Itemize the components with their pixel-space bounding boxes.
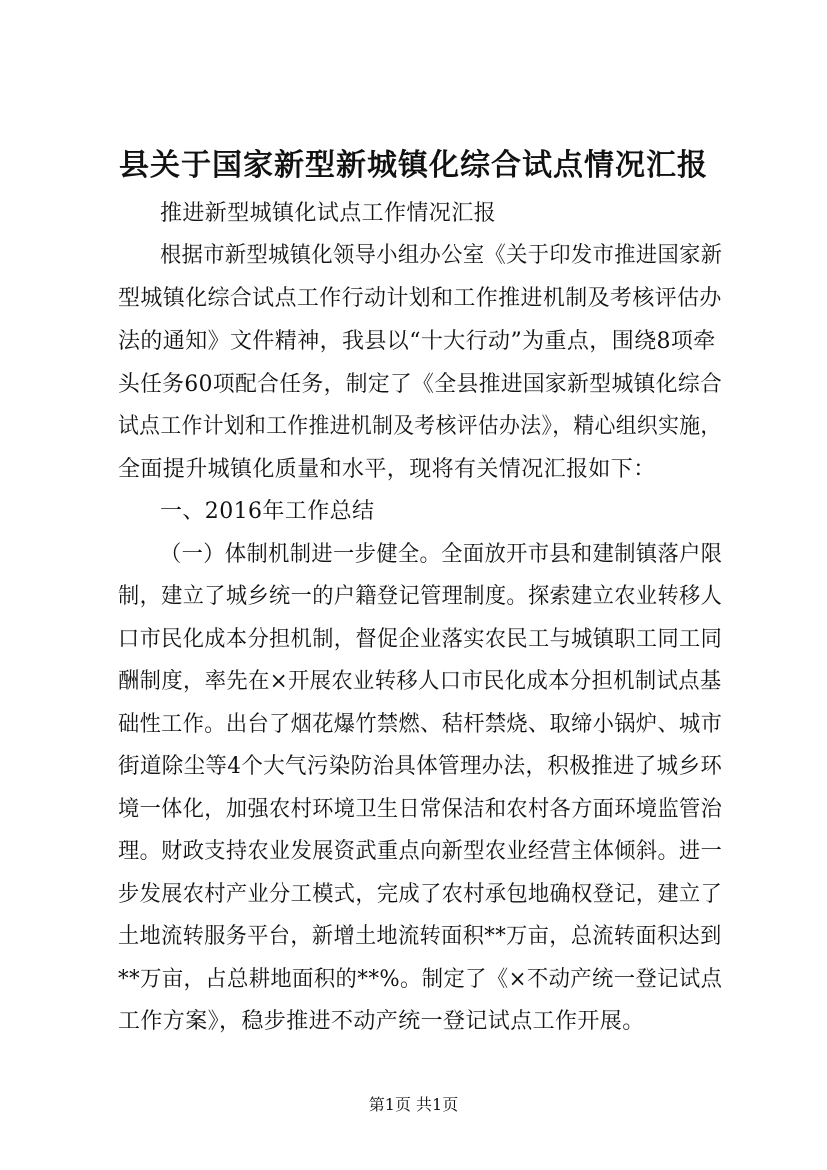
paragraph-line: 境一体化，加强农村环境卫生日常保洁和农村各方面环境监管治 <box>118 797 723 822</box>
paragraph-line: 础性工作。出台了烟花爆竹禁燃、秸杆禁烧、取缔小锅炉、城市 <box>118 712 723 737</box>
paragraph-line: 土地流转服务平台，新增土地流转面积**万亩，总流转面积达到 <box>118 924 722 949</box>
paragraph-line: 理。财政支持农业发展资武重点向新型农业经营主体倾斜。进一 <box>118 839 723 864</box>
paragraph-line: 头任务60项配合任务，制定了《全县推进国家新型城镇化综合 <box>118 372 723 397</box>
document-title: 县关于国家新型新城镇化综合试点情况汇报 <box>119 148 708 183</box>
paragraph-line: 全面提升城镇化质量和水平，现将有关情况汇报如下： <box>118 457 656 482</box>
paragraph-line: 制，建立了城乡统一的户籍登记管理制度。探索建立农业转移人 <box>118 584 723 609</box>
paragraph-line: 型城镇化综合试点工作行动计划和工作推进机制及考核评估办 <box>118 286 722 311</box>
paragraph-line: 口市民化成本分担机制，督促企业落实农民工与城镇职工同工同 <box>118 627 723 652</box>
paragraph-line: 街道除尘等4个大气污染防治具体管理办法，积极推进了城乡环 <box>118 754 723 779</box>
paragraph-line: **万亩，占总耕地面积的**%。制定了《×不动产统一登记试点 <box>118 967 723 992</box>
paragraph-line: 酬制度，率先在×开展农业转移人口市民化成本分担机制试点基 <box>118 669 722 694</box>
paragraph-line: 工作方案》，稳步推进不动产统一登记试点工作开展。 <box>118 1009 645 1034</box>
section-heading: 一、2016年工作总结 <box>160 499 375 524</box>
paragraph-line: 法的通知》文件精神，我县以“十大行动”为重点，围绕8项牵 <box>118 329 716 354</box>
page-footer: 第1页 共1页 <box>368 1095 459 1114</box>
paragraph-line: 步发展农村产业分工模式，完成了农村承包地确权登记，建立了 <box>118 882 723 907</box>
paragraph-line: 根据市新型城镇化领导小组办公室《关于印发市推进国家新 <box>160 243 723 268</box>
paragraph-line: 试点工作计划和工作推进机制及考核评估办法》，精心组织实施， <box>118 414 722 439</box>
subtitle-line: 推进新型城镇化试点工作情况汇报 <box>160 201 497 226</box>
paragraph-line: （一）体制机制进一步健全。全面放开市县和建制镇落户限 <box>160 542 723 567</box>
